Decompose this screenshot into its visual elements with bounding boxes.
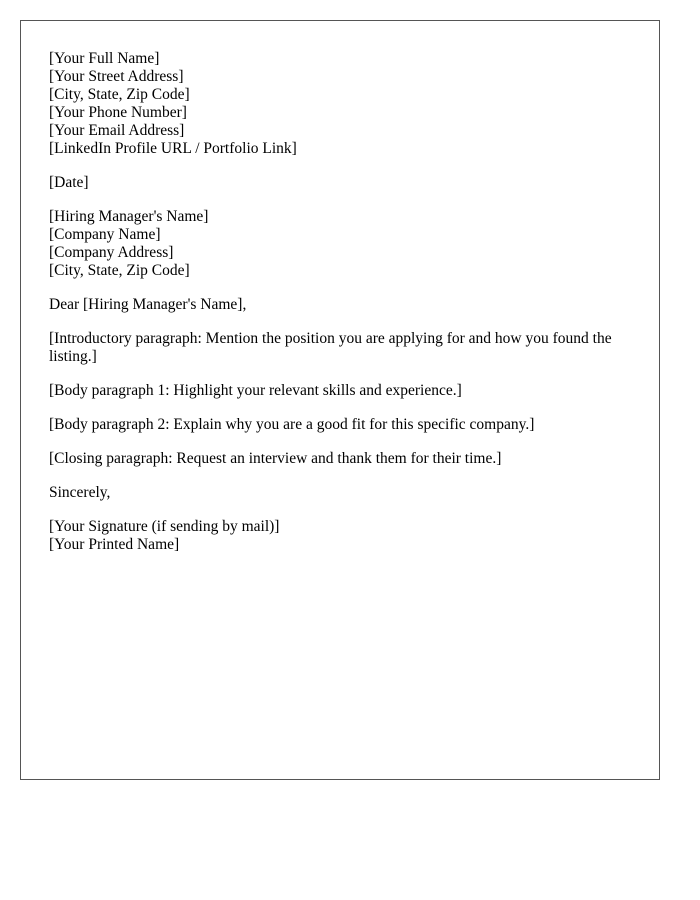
closing-paragraph: [Closing paragraph: Request an interview and thank them for their time.] bbox=[49, 450, 502, 467]
sender-street: [Your Street Address] bbox=[49, 68, 184, 85]
date-block bbox=[49, 174, 639, 192]
signature-block bbox=[49, 518, 639, 554]
salutation: Dear [Hiring Manager's Name], bbox=[49, 296, 247, 313]
cover-letter bbox=[49, 50, 639, 570]
recipient-city-state-zip: [City, State, Zip Code] bbox=[49, 262, 190, 279]
intro-paragraph: [Introductory paragraph: Mention the position you are applying for and how you found the listing.] bbox=[49, 330, 612, 365]
body-paragraph-2: [Body paragraph 2: Explain why you are a good fit for this specific company.] bbox=[49, 416, 535, 433]
sender-name: [Your Full Name] bbox=[49, 50, 160, 67]
recipient-address: [Company Address] bbox=[49, 244, 174, 261]
sender-phone: [Your Phone Number] bbox=[49, 104, 187, 121]
body-paragraph-1: [Body paragraph 1: Highlight your relevant skills and experience.] bbox=[49, 382, 462, 399]
complimentary-close: Sincerely, bbox=[49, 484, 111, 501]
recipient-block bbox=[49, 208, 639, 280]
sender-block bbox=[49, 50, 639, 158]
sender-links: [LinkedIn Profile URL / Portfolio Link] bbox=[49, 140, 297, 157]
sender-city-state-zip: [City, State, Zip Code] bbox=[49, 86, 190, 103]
signature-line: [Your Signature (if sending by mail)] bbox=[49, 518, 280, 535]
recipient-name: [Hiring Manager's Name] bbox=[49, 208, 209, 225]
letter-date: [Date] bbox=[49, 174, 89, 191]
printed-name: [Your Printed Name] bbox=[49, 536, 180, 553]
letter-page bbox=[20, 20, 660, 780]
recipient-company: [Company Name] bbox=[49, 226, 161, 243]
sender-email: [Your Email Address] bbox=[49, 122, 185, 139]
